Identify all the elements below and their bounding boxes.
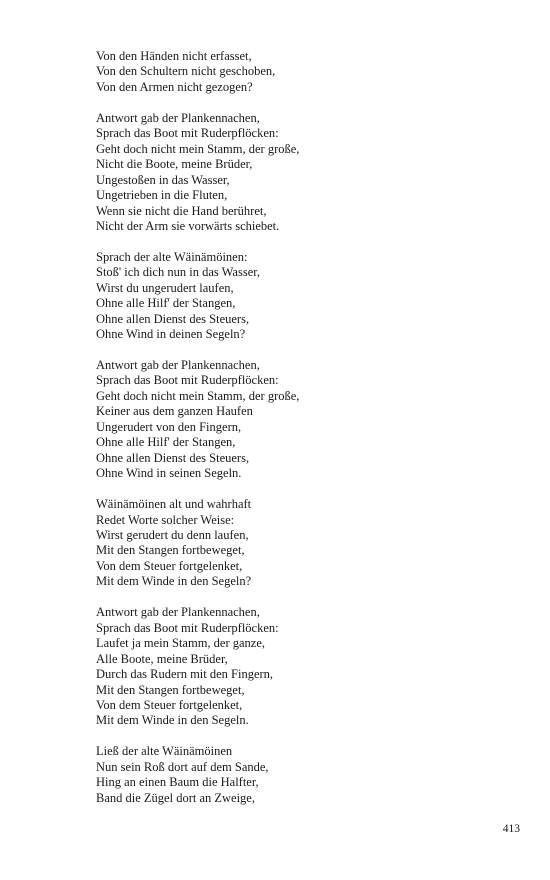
verse-line: Von den Händen nicht erfasset, (96, 49, 252, 63)
verse-line: Antwort gab der Plankennachen, (96, 110, 260, 125)
verse-line: Nun sein Roß dort auf dem Sande, (96, 759, 269, 774)
verse-line: Ohne alle Hilf' der Stangen, (96, 296, 236, 311)
stanza (96, 605, 496, 729)
verse-line: Mit dem Winde in den Segeln? (96, 574, 252, 589)
verse-line: Band die Zügel dort an Zweige, (96, 790, 255, 805)
verse-line: Wirst du ungerudert laufen, (96, 280, 234, 295)
verse-line: Ohne Wind in deinen Segeln? (96, 327, 246, 342)
verse-line: Von den Armen nicht gezogen? (96, 79, 253, 94)
verse-line: Mit dem Winde in den Segeln. (96, 713, 249, 728)
verse-line: Sprach der alte Wäinämöinen: (96, 249, 248, 264)
verse-line: Sprach das Boot mit Ruderpflöcken: (96, 373, 279, 388)
verse-line: Mit den Stangen fortbeweget, (96, 543, 245, 558)
verse-line: Nicht der Arm sie vorwärts schiebet. (96, 218, 280, 233)
stanza (96, 744, 496, 806)
verse-line: Ließ der alte Wäinämöinen (96, 744, 233, 759)
verse-line: Ohne alle Hilf' der Stangen, (96, 435, 236, 450)
verse-line: Geht doch nicht mein Stamm, der große, (96, 141, 300, 156)
verse-line: Antwort gab der Plankennachen, (96, 605, 260, 620)
verse-line: Wirst gerudert du denn laufen, (96, 527, 249, 542)
stanza (96, 358, 496, 482)
verse-line: Keiner aus dem ganzen Haufen (96, 404, 253, 419)
verse-line: Hing an einen Baum die Halfter, (96, 775, 259, 790)
verse-line: Von dem Steuer fortgelenket, (96, 558, 243, 573)
stanza (96, 49, 496, 95)
stanza (96, 250, 496, 343)
verse-line: Ungestoßen in das Wasser, (96, 172, 230, 187)
verse-line: Ohne allen Dienst des Steuers, (96, 450, 250, 465)
verse-line: Ohne allen Dienst des Steuers, (96, 311, 250, 326)
verse-line: Mit den Stangen fortbeweget, (96, 682, 245, 697)
verse-line: Stoß' ich dich nun in das Wasser, (96, 265, 261, 280)
stanza (96, 111, 496, 235)
verse-line: Ungerudert von den Fingern, (96, 419, 242, 434)
verse-line: Geht doch nicht mein Stamm, der große, (96, 388, 300, 403)
verse-line: Nicht die Boote, meine Brüder, (96, 157, 253, 172)
verse-line: Von den Schultern nicht geschoben, (96, 64, 276, 79)
page-number: 413 (502, 823, 520, 835)
verse-line: Wenn sie nicht die Hand berühret, (96, 203, 267, 218)
verse-line: Antwort gab der Plankennachen, (96, 358, 260, 373)
verse-line: Sprach das Boot mit Ruderpflöcken: (96, 620, 279, 635)
poem-text (96, 49, 496, 806)
verse-line: Laufet ja mein Stamm, der ganze, (96, 636, 266, 651)
verse-line: Sprach das Boot mit Ruderpflöcken: (96, 126, 279, 141)
verse-line: Von dem Steuer fortgelenket, (96, 697, 243, 712)
verse-line: Durch das Rudern mit den Fingern, (96, 667, 274, 682)
verse-line: Ungetrieben in die Fluten, (96, 188, 228, 203)
verse-line: Wäinämöinen alt und wahrhaft (96, 497, 252, 512)
verse-line: Ohne Wind in seinen Segeln. (96, 466, 242, 481)
stanza (96, 497, 496, 590)
verse-line: Redet Worte solcher Weise: (96, 512, 235, 527)
verse-line: Alle Boote, meine Brüder, (96, 651, 228, 666)
